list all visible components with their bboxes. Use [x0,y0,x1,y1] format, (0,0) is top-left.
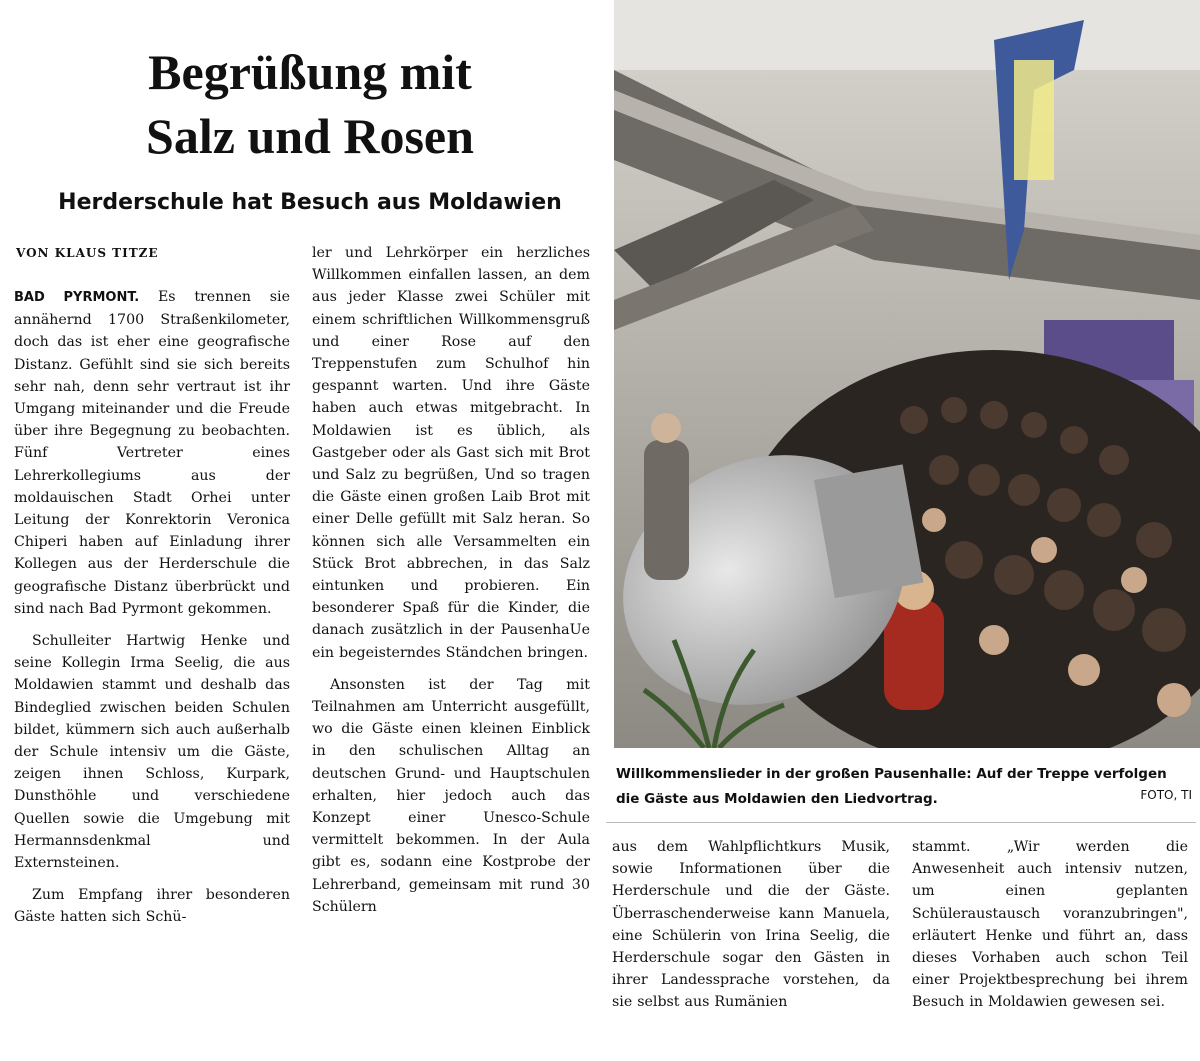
paragraph: aus dem Wahlpflichtkurs Musik, sowie Informationen über die Herderschule und die der Gäste. Überraschenderweise kann Manuela, eine Schülerin von Irina Seelig, die Herderschule sogar den Gästen in ihrer Landessprache vorstehen, da sie selbst aus Rumänien [612,839,890,1011]
article-column-2 [312,242,590,918]
divider [606,822,1196,823]
article-column-4 [912,836,1188,1014]
paragraph-text: Es trennen sie annähernd 1700 Straßenkilometer, doch das ist eher eine geografische Distanz. Gefühlt sind sie sich bereits sehr nah, denn sehr vertraut ist ihr Umgang miteinander und die Freude über ihre Begegnung zu beobachten. Fünf Vertreter eines Lehrerkollegiums aus der moldauischen Stadt Orhei unter Leitung der Konrektorin Veronica Chiperi haben auf Einladung ihrer Kollegen aus der Herderschule die geografische Distanz überbrückt und sind nach Bad Pyrmont gekommen. [14,289,290,617]
byline: VON KLAUS TITZE [16,246,159,260]
paragraph: Zum Empfang ihrer besonderen Gäste hatten sich Schü- [14,887,290,926]
paragraph: ler und Lehrkörper ein herzliches Willkommen einfallen lassen, an dem aus jeder Klasse zwei Schüler mit einem schriftlichen Willkommensgruß und einer Rose auf den Treppenstufen zum Schulhof hin gespannt warten. Und ihre Gäste haben auch etwas mitgebracht. In Moldawien ist es üblich, als Gastgeber oder als Gast sich mit Brot und Salz zu begrüßen, Und so tragen die Gäste einen großen Laib Brot mit einer Delle gefüllt mit Salz heran. So können sich alle Versammelten ein Stück Brot abbrechen, in das Salz eintunken und probieren. Ein besonderer Spaß für die Kinder, die danach zusätzlich in der PausenhaUe ein begeisterndes Ständchen bringen. [312,245,590,661]
dateline: BAD PYRMONT. [14,290,140,305]
headline-line-2: Salz und Rosen [146,108,474,164]
article-column-3 [612,836,890,1014]
headline [40,40,580,168]
photo-caption: Willkommenslieder in der großen Pausenhalle: Auf der Treppe verfolgen die Gäste aus Moldawien den Liedvortrag. [616,766,1167,807]
photo-credit: FOTO, TI [1140,788,1192,802]
headline-line-1: Begrüßung mit [148,44,472,100]
paragraph: stammt. „Wir werden die Anwesenheit auch intensiv nutzen, um einen geplanten Schüleraustausch voranzubringen", erläutert Henke und führt an, dass dieses Vorhaben auch schon Teil einer Projektbesprechung bei ihrem Besuch in Moldawien gewesen sei. [912,839,1188,1011]
paragraph [14,286,290,620]
subheadline: Herderschule hat Besuch aus Moldawien [58,190,562,215]
paragraph: Schulleiter Hartwig Henke und seine Kollegin Irma Seelig, die aus Moldawien stammt und deshalb das Bindeglied zwischen beiden Schulen bildet, kümmern sich auch außerhalb der Schule intensiv um die Gäste, zeigen ihnen Schloss, Kurpark, Dunsthöhle und verschiedene Quellen sowie die Umgebung mit Hermannsdenkmal und Externsteinen. [14,633,290,872]
paragraph: Ansonsten ist der Tag mit Teilnahmen am Unterricht ausgefüllt, wo die Gäste einen kleinen Einblick in den schulischen Alltag an deutschen Grund- und Hauptschulen erhalten, hier jedoch auch das Konzept einer Unesco-Schule vermittelt bekommen. In der Aula gibt es, sodann eine Kostprobe der Lehrerband, gemeinsam mit rund 30 Schülern [312,676,590,915]
photo-illustration [614,0,1200,748]
article-photo [614,0,1200,748]
article-column-1 [14,286,290,929]
